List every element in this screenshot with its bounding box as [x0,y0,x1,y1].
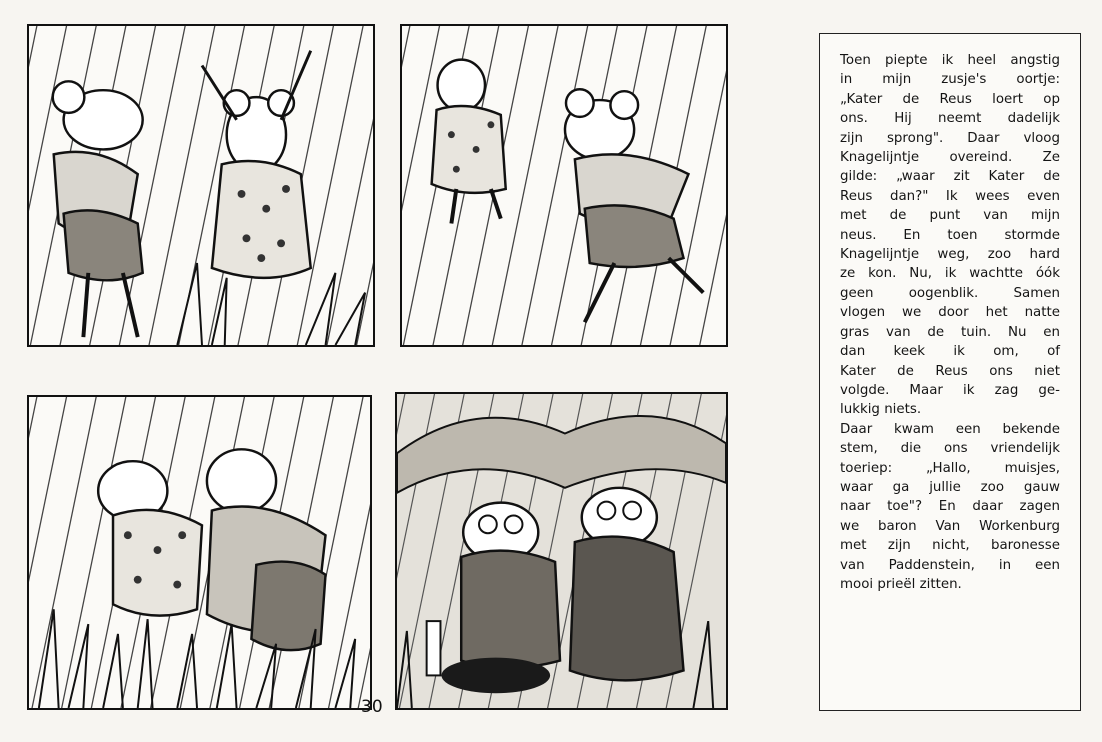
comic-panel-1 [27,24,375,347]
story-line: neus. En toen stormde [840,227,1060,243]
story-line: Reus dan?" Ik wees even [840,188,1060,204]
story-line: toeriep: „Hallo, muisjes, [840,460,1060,476]
story-line: Knagelijntje overeind. Ze [840,150,1060,166]
story-paragraph [840,51,1060,594]
page-number: 30 [361,697,383,717]
comic-panel-4 [395,392,728,710]
story-line: ons. Hij neemt dadelijk [840,111,1060,127]
story-line: zijn sprong". Daar vloog [840,130,1060,146]
mice-in-grass-illustration [29,397,370,708]
story-line: lukkig niets. [840,402,922,418]
story-line: Daar kwam een bekende [840,421,1060,437]
story-line: gras van de tuin. Nu en [840,324,1060,340]
story-line: ze kon. Nu, ik wachtte óók [840,266,1060,282]
comic-panel-3 [27,395,372,710]
story-line: we baron Van Workenburg [840,518,1060,534]
story-line: „Kater de Reus loert op [840,91,1060,107]
mice-running-illustration [402,26,726,345]
story-line: dan keek ik om, of [840,344,1060,360]
story-line: mooi prieël zitten. [840,576,962,592]
story-line: gilde: „waar zit Kater de [840,169,1060,185]
story-line: volgde. Maar ik zag ge- [840,382,1060,398]
story-line: stem, die ons vriendelijk [840,441,1060,457]
story-line: geen oogenblik. Samen [840,285,1060,301]
story-line: Kater de Reus ons niet [840,363,1060,379]
story-line: met zijn nicht, baronesse [840,538,1060,554]
story-line: in mijn zusje's oortje: [840,72,1060,88]
story-line: Toen piepte ik heel angstig [840,53,1060,68]
story-line: waar ga jullie zoo gauw [840,479,1060,495]
story-line: vlogen we door het natte [840,305,1060,321]
story-line: naar toe"? En daar zagen [840,499,1060,515]
toads-in-arbor-illustration [397,394,726,708]
story-line: van Paddenstein, in een [840,557,1060,573]
mice-in-rain-illustration [29,26,373,345]
story-line: met de punt van mijn [840,208,1060,224]
comic-panel-2 [400,24,728,347]
story-text-box [819,33,1081,711]
story-line: Knagelijntje weg, zoo hard [840,247,1060,263]
